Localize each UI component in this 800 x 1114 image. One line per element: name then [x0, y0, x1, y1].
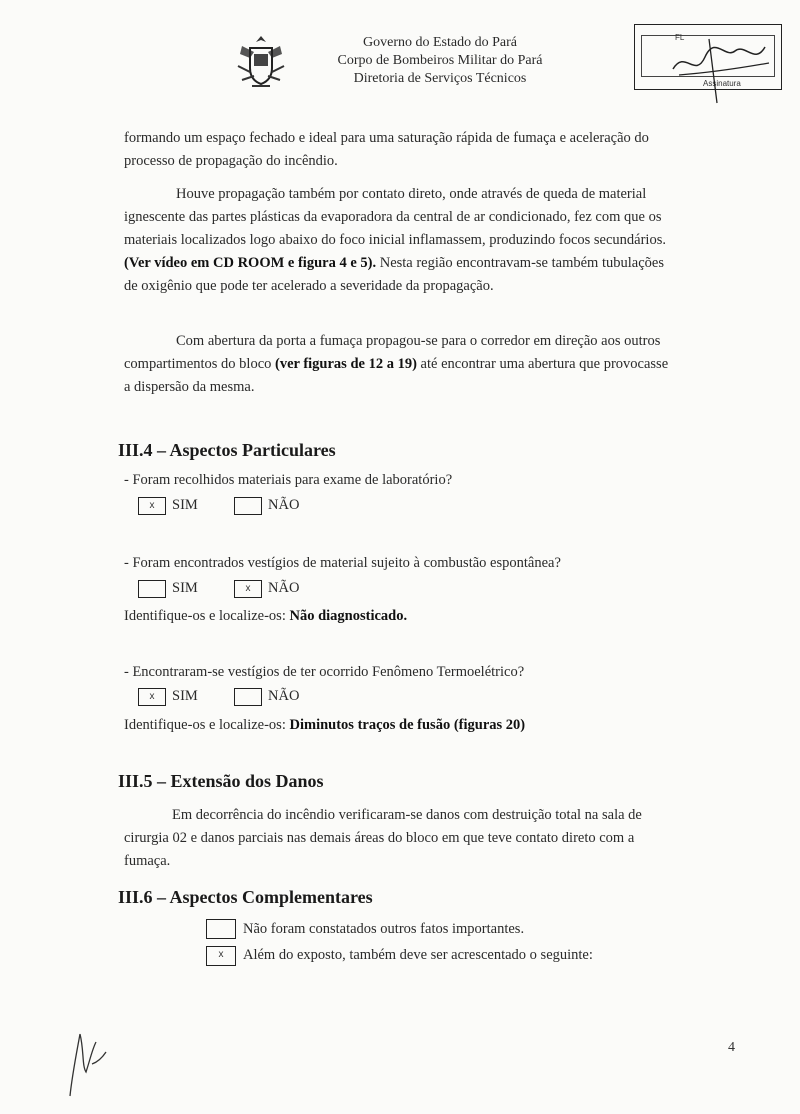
video-reference: (Ver vídeo em CD ROOM e figura 4 e 5).: [124, 255, 377, 271]
section-III5-paragraph: Em decorrência do incêndio verificaram-se danos com destruição total na sala de cirurgia 02 e danos parciais nas demais áreas do bloco em que teve contato direto com a fumaça.: [124, 807, 642, 869]
q2-nao-label: NÃO: [268, 580, 300, 596]
question-2: - Foram encontrados vestígios de material sujeito à combustão espontânea?: [124, 555, 561, 571]
opt2-checkbox[interactable]: x: [206, 946, 236, 966]
q1-nao-label: NÃO: [268, 497, 300, 513]
q3-sim-label: SIM: [172, 688, 198, 704]
q2-sim-checkbox[interactable]: [138, 580, 166, 598]
coat-of-arms-icon: [232, 32, 290, 92]
q3-identification: Identifique-os e localize-os: Diminutos traços de fusão (figuras 20): [124, 717, 526, 733]
q3-nao-label: NÃO: [268, 688, 300, 704]
paragraph-2: Houve propagação também por contato direto, onde através de queda de material ignescente das partes plásticas da evaporadora da central de ar condicionado, fez com que os materiais localizados logo abaixo do foco inicial inflamassem, produzindo focos secundários. (Ver vídeo em CD ROOM e figura 4 e 5). Nesta região encontravam-se também tubulações de oxigênio que pode ter acelerado a severidade da propagação.: [124, 186, 666, 294]
header-institution: [300, 34, 580, 88]
paragraph-1: formando um espaço fechado e ideal para uma saturação rápida de fumaça e aceleração do processo de propagação do incêndio.: [124, 130, 649, 169]
section-title-III5: III.5 – Extensão dos Danos: [118, 771, 324, 791]
opt2-label: Além do exposto, também deve ser acrescentado o seguinte:: [243, 947, 593, 963]
fl-label: FL: [675, 33, 685, 42]
q2-sim-label: SIM: [172, 580, 198, 596]
q3-nao-checkbox[interactable]: [234, 688, 262, 706]
question-3: - Encontraram-se vestígios de ter ocorrido Fenômeno Termoelétrico?: [124, 664, 525, 680]
opt1-label: Não foram constatados outros fatos importantes.: [243, 921, 525, 937]
opt1-checkbox[interactable]: [206, 919, 236, 939]
q1-sim-checkbox[interactable]: x: [138, 497, 166, 515]
margin-initials-icon: [62, 1020, 112, 1100]
q3-sim-checkbox[interactable]: x: [138, 688, 166, 706]
q1-nao-checkbox[interactable]: [234, 497, 262, 515]
page-number: 4: [728, 1040, 735, 1055]
q2-nao-checkbox[interactable]: x: [234, 580, 262, 598]
figures-reference: (ver figuras de 12 a 19): [275, 356, 417, 372]
question-1: - Foram recolhidos materiais para exame de laboratório?: [124, 472, 453, 488]
page-stamp-box: [634, 24, 782, 90]
q2-identification: Identifique-os e localize-os: Não diagnosticado.: [124, 608, 408, 624]
paragraph-3: Com abertura da porta a fumaça propagou-se para o corredor em direção aos outros compartimentos do bloco (ver figuras de 12 a 19) até encontrar uma abertura que provocasse a dispersão da mesma.: [124, 333, 669, 395]
header-line-2: Corpo de Bombeiros Militar do Pará: [337, 53, 543, 68]
header-line-1: Governo do Estado do Pará: [363, 35, 517, 50]
q1-sim-label: SIM: [172, 497, 198, 513]
header-line-3: Diretoria de Serviços Técnicos: [353, 71, 527, 86]
section-title-III6: III.6 – Aspectos Complementares: [118, 887, 373, 907]
section-title-III4: III.4 – Aspectos Particulares: [118, 440, 336, 460]
stamp-signature-icon: [665, 29, 775, 105]
signature-label: Assinatura: [703, 79, 741, 88]
